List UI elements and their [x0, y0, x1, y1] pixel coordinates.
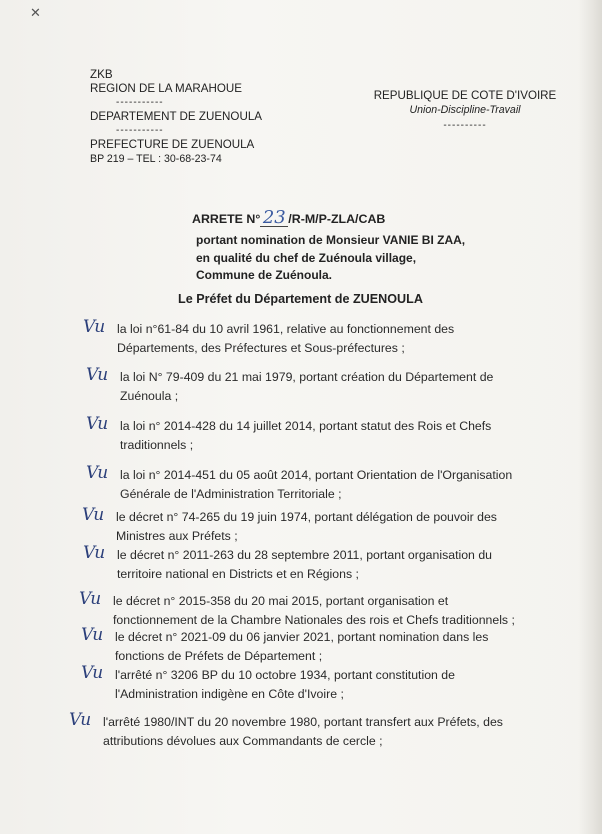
vu-item — [86, 414, 492, 455]
subject-line: Commune de Zuénoula. — [196, 268, 333, 282]
vu-text: la loi n°61-84 du 10 avril 1961, relative au fonctionnement des Départements, des Préfectures et Sous-préfectures ; — [117, 322, 455, 355]
vu-text: le décret n° 2015-358 du 20 mai 2015, portant organisation et fonctionnement de la Chambre Nationales des rois et Chefs traditionnels ; — [113, 594, 515, 627]
vu-text: la loi n° 2014-428 du 14 juillet 2014, portant statut des Rois et Chefs traditionnels ; — [120, 419, 492, 452]
vu-mark: Vu — [86, 365, 109, 385]
arrete-subject — [196, 232, 465, 285]
vu-text: le décret n° 2011-263 du 28 septembre 2011, portant organisation du territoire national en Districts et en Régions ; — [117, 548, 492, 581]
vu-mark: Vu — [81, 625, 104, 645]
country-block — [370, 88, 560, 133]
vu-text: la loi n° 2014-451 du 05 août 2014, portant Orientation de l'Organisation Générale de l'Administration Territoriale ; — [120, 468, 513, 501]
prefet-title: Le Préfet du Département de ZUENOULA — [178, 292, 423, 306]
vu-text: le décret n° 2021-09 du 06 janvier 2021, portant nomination dans les fonctions de Préfets de Département ; — [115, 630, 489, 663]
issuing-authority-block — [90, 68, 262, 166]
scan-edge-shadow — [578, 0, 602, 834]
reference-code: ZKB — [90, 68, 113, 81]
subject-line: en qualité du chef de Zuénoula village, — [196, 250, 417, 265]
arrete-suffix: /R-M/P-ZLA/CAB — [288, 212, 386, 226]
vu-mark: Vu — [81, 663, 104, 683]
country-name: REPUBLIQUE DE COTE D'IVOIRE — [373, 89, 557, 102]
separator: ----------- — [116, 125, 164, 136]
vu-item — [83, 543, 492, 584]
pen-mark: ✕ — [30, 6, 41, 21]
vu-item — [86, 463, 513, 504]
vu-item — [79, 589, 515, 630]
vu-item — [69, 710, 503, 751]
vu-mark: Vu — [86, 414, 109, 434]
vu-item — [81, 625, 489, 666]
vu-mark: Vu — [79, 589, 102, 609]
separator: ----------- — [116, 97, 164, 108]
vu-item — [82, 505, 497, 546]
vu-text: l'arrêté n° 3206 BP du 10 octobre 1934, portant constitution de l'Administration indigène en Côte d'Ivoire ; — [115, 668, 455, 701]
prefecture-name: PREFECTURE DE ZUENOULA — [90, 138, 255, 151]
vu-item — [83, 317, 455, 358]
arrete-prefix: ARRETE N° — [192, 212, 261, 226]
national-motto: Union-Discipline-Travail — [409, 104, 521, 116]
vu-item — [86, 365, 494, 406]
departement-name: DEPARTEMENT DE ZUENOULA — [90, 110, 263, 123]
handwritten-arrete-number: 23 — [260, 210, 288, 227]
vu-mark: Vu — [83, 543, 106, 563]
vu-mark: Vu — [86, 463, 109, 483]
arrete-number-line — [192, 207, 386, 228]
vu-item — [81, 663, 455, 704]
region-name: REGION DE LA MARAHOUE — [90, 82, 243, 95]
vu-mark: Vu — [69, 710, 92, 730]
separator: ---------- — [443, 120, 487, 131]
vu-mark: Vu — [83, 317, 106, 337]
vu-text: l'arrêté 1980/INT du 20 novembre 1980, portant transfert aux Préfets, des attributions dévolues aux Commandants de cercle ; — [103, 715, 503, 748]
vu-mark: Vu — [82, 505, 105, 525]
vu-text: la loi N° 79-409 du 21 mai 1979, portant création du Département de Zuénoula ; — [120, 370, 494, 403]
contact-info: BP 219 – TEL : 30-68-23-74 — [90, 153, 222, 165]
vu-text: le décret n° 74-265 du 19 juin 1974, portant délégation de pouvoir des Ministres aux Préfets ; — [116, 510, 497, 543]
subject-line: portant nomination de Monsieur VANIE BI ZAA, — [196, 233, 466, 247]
